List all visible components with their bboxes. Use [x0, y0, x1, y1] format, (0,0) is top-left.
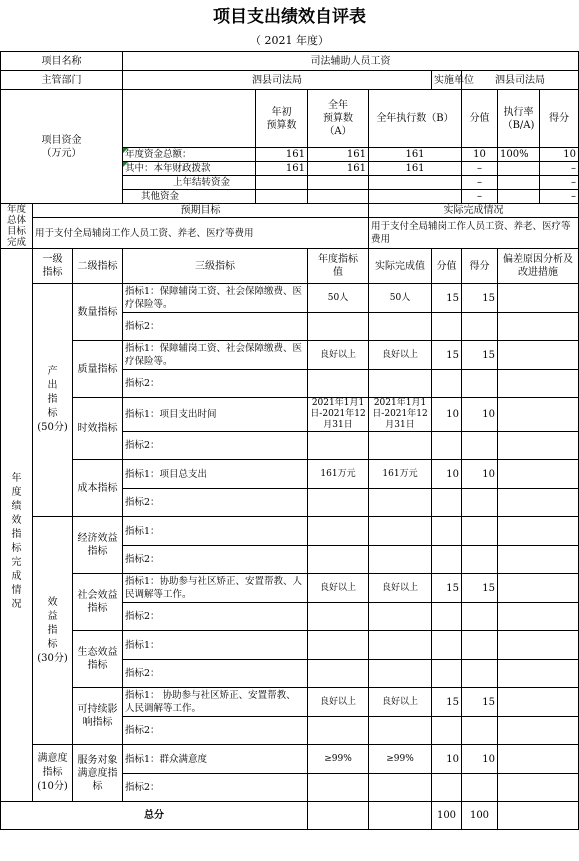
actual-value	[369, 631, 432, 660]
score: 15	[462, 341, 498, 370]
note-cell	[498, 774, 579, 802]
project-name-label: 项目名称	[1, 52, 123, 71]
score	[462, 774, 498, 802]
total-label: 总分	[1, 802, 308, 830]
impl-unit-value: 泗县司法局	[462, 71, 579, 90]
level3-indicator: 指标2：	[123, 603, 308, 631]
funds-row-label: 年度资金总额：	[123, 148, 256, 162]
actual-value	[369, 603, 432, 631]
level3-indicator: 指标2：	[123, 717, 308, 745]
score: 10	[462, 398, 498, 432]
score-value: 15	[432, 284, 462, 313]
score-value	[432, 432, 462, 460]
funds-initial: 161	[256, 148, 308, 162]
note-cell	[498, 717, 579, 745]
actual-value: 50人	[369, 284, 432, 313]
level3-indicator: 指标1：	[123, 517, 308, 546]
level1-indicator: 满意度 指标 (10分)	[33, 745, 73, 802]
level3-indicator: 指标1：项目支出时间	[123, 398, 308, 432]
actual-goal-label: 实际完成情况	[369, 204, 579, 218]
level2-indicator: 质量指标	[73, 341, 123, 398]
actual-value	[369, 774, 432, 802]
score	[462, 717, 498, 745]
funds-score: –	[540, 190, 579, 204]
actual-value: 良好以上	[369, 688, 432, 717]
header-score-value: 分值	[432, 249, 462, 284]
actual-value	[369, 717, 432, 745]
funds-score-value: –	[462, 162, 498, 176]
table-row	[1, 218, 579, 249]
actual-value: 良好以上	[369, 574, 432, 603]
score: 15	[462, 284, 498, 313]
header-note: 偏差原因分析及 改进措施	[498, 249, 579, 284]
score-value	[432, 603, 462, 631]
header-exec-rate: 执行率 （B/A)	[498, 90, 540, 148]
header-score-value: 分值	[462, 90, 498, 148]
table-row	[1, 284, 579, 313]
note-cell	[498, 517, 579, 546]
funds-annual: 161	[308, 148, 369, 162]
note-cell	[498, 341, 579, 370]
actual-value	[369, 489, 432, 517]
level3-indicator: 指标1：保障辅岗工资、社会保障缴费、医疗保险等。	[123, 284, 308, 313]
target-value	[308, 631, 369, 660]
target-value	[308, 546, 369, 574]
table-row	[1, 204, 579, 218]
score-value	[432, 517, 462, 546]
note-cell	[498, 284, 579, 313]
target-value	[308, 432, 369, 460]
score: 15	[462, 574, 498, 603]
header-initial-budget: 年初 预算数	[256, 90, 308, 148]
score	[462, 660, 498, 688]
actual-value	[369, 432, 432, 460]
total-note	[498, 802, 579, 830]
funds-exec	[369, 176, 462, 190]
score-value	[432, 370, 462, 398]
header-actual: 实际完成值	[369, 249, 432, 284]
table-row	[1, 574, 579, 603]
level3-indicator: 指标1： 协助参与社区矫正、安置帮教、人民调解等工作。	[123, 688, 308, 717]
funds-annual: 161	[308, 162, 369, 176]
table-row	[1, 688, 579, 717]
funds-exec	[369, 190, 462, 204]
note-cell	[498, 432, 579, 460]
score	[462, 370, 498, 398]
expected-goal-text: 用于支付全局辅岗工作人员工资、养老、医疗等费用	[33, 218, 369, 249]
score	[462, 517, 498, 546]
score	[462, 432, 498, 460]
target-value	[308, 774, 369, 802]
level3-indicator: 指标1：保障辅岗工资、社会保障缴费、医疗保险等。	[123, 341, 308, 370]
dept-label: 主管部门	[1, 71, 123, 90]
actual-value: 良好以上	[369, 341, 432, 370]
total-score: 100	[462, 802, 498, 830]
score: 10	[462, 745, 498, 774]
actual-value: 2021年1月1日-2021年12月31日	[369, 398, 432, 432]
funds-exec: 161	[369, 148, 462, 162]
score	[462, 489, 498, 517]
page-title: 项目支出绩效自评表	[213, 7, 366, 27]
header-level1: 一级 指标	[33, 249, 73, 284]
goals-label: 年度 总体 目标 完成	[1, 204, 33, 249]
total-score-value: 100	[432, 802, 462, 830]
funds-annual	[308, 190, 369, 204]
target-value: ≥99%	[308, 745, 369, 774]
score: 15	[462, 688, 498, 717]
level3-indicator: 指标1：项目总支出	[123, 460, 308, 489]
score-value: 15	[432, 341, 462, 370]
actual-goal-text: 用于支付全局辅岗工作人员工资、养老、医疗等费用	[369, 218, 579, 249]
total-blank-2	[369, 802, 432, 830]
level2-indicator: 时效指标	[73, 398, 123, 460]
score	[462, 313, 498, 341]
actual-value	[369, 370, 432, 398]
header-level2: 二级指标	[73, 249, 123, 284]
funds-initial	[256, 176, 308, 190]
header-level3: 三级指标	[123, 249, 308, 284]
score-value	[432, 546, 462, 574]
impl-unit-label: 实施单位	[432, 71, 462, 90]
note-cell	[498, 660, 579, 688]
level3-indicator: 指标2：	[123, 774, 308, 802]
score: 10	[462, 460, 498, 489]
score	[462, 631, 498, 660]
target-value: 良好以上	[308, 688, 369, 717]
header-annual-budget: 全年 预算数 （A）	[308, 90, 369, 148]
table-row	[1, 745, 579, 774]
score	[462, 546, 498, 574]
note-cell	[498, 398, 579, 432]
note-cell	[498, 489, 579, 517]
funds-label: 项目资金 （万元）	[1, 90, 123, 204]
actual-value	[369, 313, 432, 341]
level2-indicator: 经济效益 指标	[73, 517, 123, 574]
actual-value	[369, 546, 432, 574]
section-label: 年 度 绩 效 指 标 完 成 情 况	[1, 284, 33, 802]
score-value	[432, 313, 462, 341]
target-value: 良好以上	[308, 341, 369, 370]
evaluation-table	[0, 51, 579, 830]
level3-indicator: 指标1：协助参与社区矫正、安置帮教、人民调解等工作。	[123, 574, 308, 603]
level2-indicator: 数量指标	[73, 284, 123, 341]
note-cell	[498, 688, 579, 717]
level3-indicator: 指标2：	[123, 489, 308, 517]
dept-value: 泗县司法局	[123, 71, 432, 90]
header-score: 得分	[540, 90, 579, 148]
target-value: 161万元	[308, 460, 369, 489]
score-value	[432, 631, 462, 660]
target-value	[308, 717, 369, 745]
year-line: （ 2021 年度）	[250, 34, 329, 47]
note-cell	[498, 313, 579, 341]
note-cell	[498, 460, 579, 489]
total-blank-1	[308, 802, 369, 830]
score-value	[432, 660, 462, 688]
funds-annual	[308, 176, 369, 190]
table-row	[1, 517, 579, 546]
score-value: 10	[432, 398, 462, 432]
target-value	[308, 313, 369, 341]
note-cell	[498, 603, 579, 631]
score-value: 10	[432, 745, 462, 774]
level3-indicator: 指标2：	[123, 432, 308, 460]
note-cell	[498, 370, 579, 398]
header-score: 得分	[462, 249, 498, 284]
score-value: 10	[432, 460, 462, 489]
table-row	[1, 71, 579, 90]
level1-indicator: 效 益 指 标 (30分)	[33, 517, 73, 745]
table-row	[1, 90, 579, 148]
level2-indicator: 服务对象 满意度指 标	[73, 745, 123, 802]
table-row	[1, 341, 579, 370]
level3-indicator: 指标2：	[123, 313, 308, 341]
funds-rate	[498, 162, 540, 176]
level3-indicator: 指标1：	[123, 631, 308, 660]
funds-row-label: 其他资金	[123, 190, 256, 204]
level2-indicator: 可持续影 响指标	[73, 688, 123, 745]
funds-score-value: 10	[462, 148, 498, 162]
score-value: 15	[432, 574, 462, 603]
target-value	[308, 370, 369, 398]
table-row	[1, 249, 579, 284]
funds-rate	[498, 190, 540, 204]
funds-initial	[256, 190, 308, 204]
table-row	[1, 398, 579, 432]
note-cell	[498, 574, 579, 603]
section-label-top	[1, 249, 33, 284]
funds-score: –	[540, 176, 579, 190]
level3-indicator: 指标2：	[123, 370, 308, 398]
level3-indicator: 指标2：	[123, 546, 308, 574]
score-value: 15	[432, 688, 462, 717]
level2-indicator: 社会效益 指标	[73, 574, 123, 631]
target-value	[308, 489, 369, 517]
expected-goal-label: 预期目标	[33, 204, 369, 218]
funds-score: 10	[540, 148, 579, 162]
funds-exec: 161	[369, 162, 462, 176]
actual-value: ≥99%	[369, 745, 432, 774]
target-value: 良好以上	[308, 574, 369, 603]
note-cell	[498, 631, 579, 660]
target-value	[308, 603, 369, 631]
funds-score-value: –	[462, 176, 498, 190]
level2-indicator: 生态效益 指标	[73, 631, 123, 688]
level3-indicator: 指标1：群众满意度	[123, 745, 308, 774]
table-row	[1, 802, 579, 830]
funds-initial: 161	[256, 162, 308, 176]
score-value	[432, 717, 462, 745]
funds-rate: 100%	[498, 148, 540, 162]
funds-header-blank	[123, 90, 256, 148]
note-cell	[498, 546, 579, 574]
table-row	[1, 460, 579, 489]
table-row	[1, 631, 579, 660]
target-value	[308, 517, 369, 546]
score-value	[432, 489, 462, 517]
level1-indicator: 产 出 指 标 (50分)	[33, 284, 73, 517]
project-name-value: 司法辅助人员工资	[123, 52, 579, 71]
header-exec: 全年执行数（B）	[369, 90, 462, 148]
score-value	[432, 774, 462, 802]
level2-indicator: 成本指标	[73, 460, 123, 517]
level3-indicator: 指标2：	[123, 660, 308, 688]
score	[462, 603, 498, 631]
funds-score: –	[540, 162, 579, 176]
funds-rate	[498, 176, 540, 190]
header-target: 年度指标 值	[308, 249, 369, 284]
note-cell	[498, 745, 579, 774]
target-value	[308, 660, 369, 688]
target-value: 50人	[308, 284, 369, 313]
target-value: 2021年1月1日-2021年12月31日	[308, 398, 369, 432]
funds-row-label: 其中：本年财政拨款	[123, 162, 256, 176]
funds-score-value: –	[462, 190, 498, 204]
actual-value	[369, 660, 432, 688]
actual-value: 161万元	[369, 460, 432, 489]
funds-row-label: 上年结转资金	[123, 176, 256, 190]
actual-value	[369, 517, 432, 546]
table-row	[1, 52, 579, 71]
